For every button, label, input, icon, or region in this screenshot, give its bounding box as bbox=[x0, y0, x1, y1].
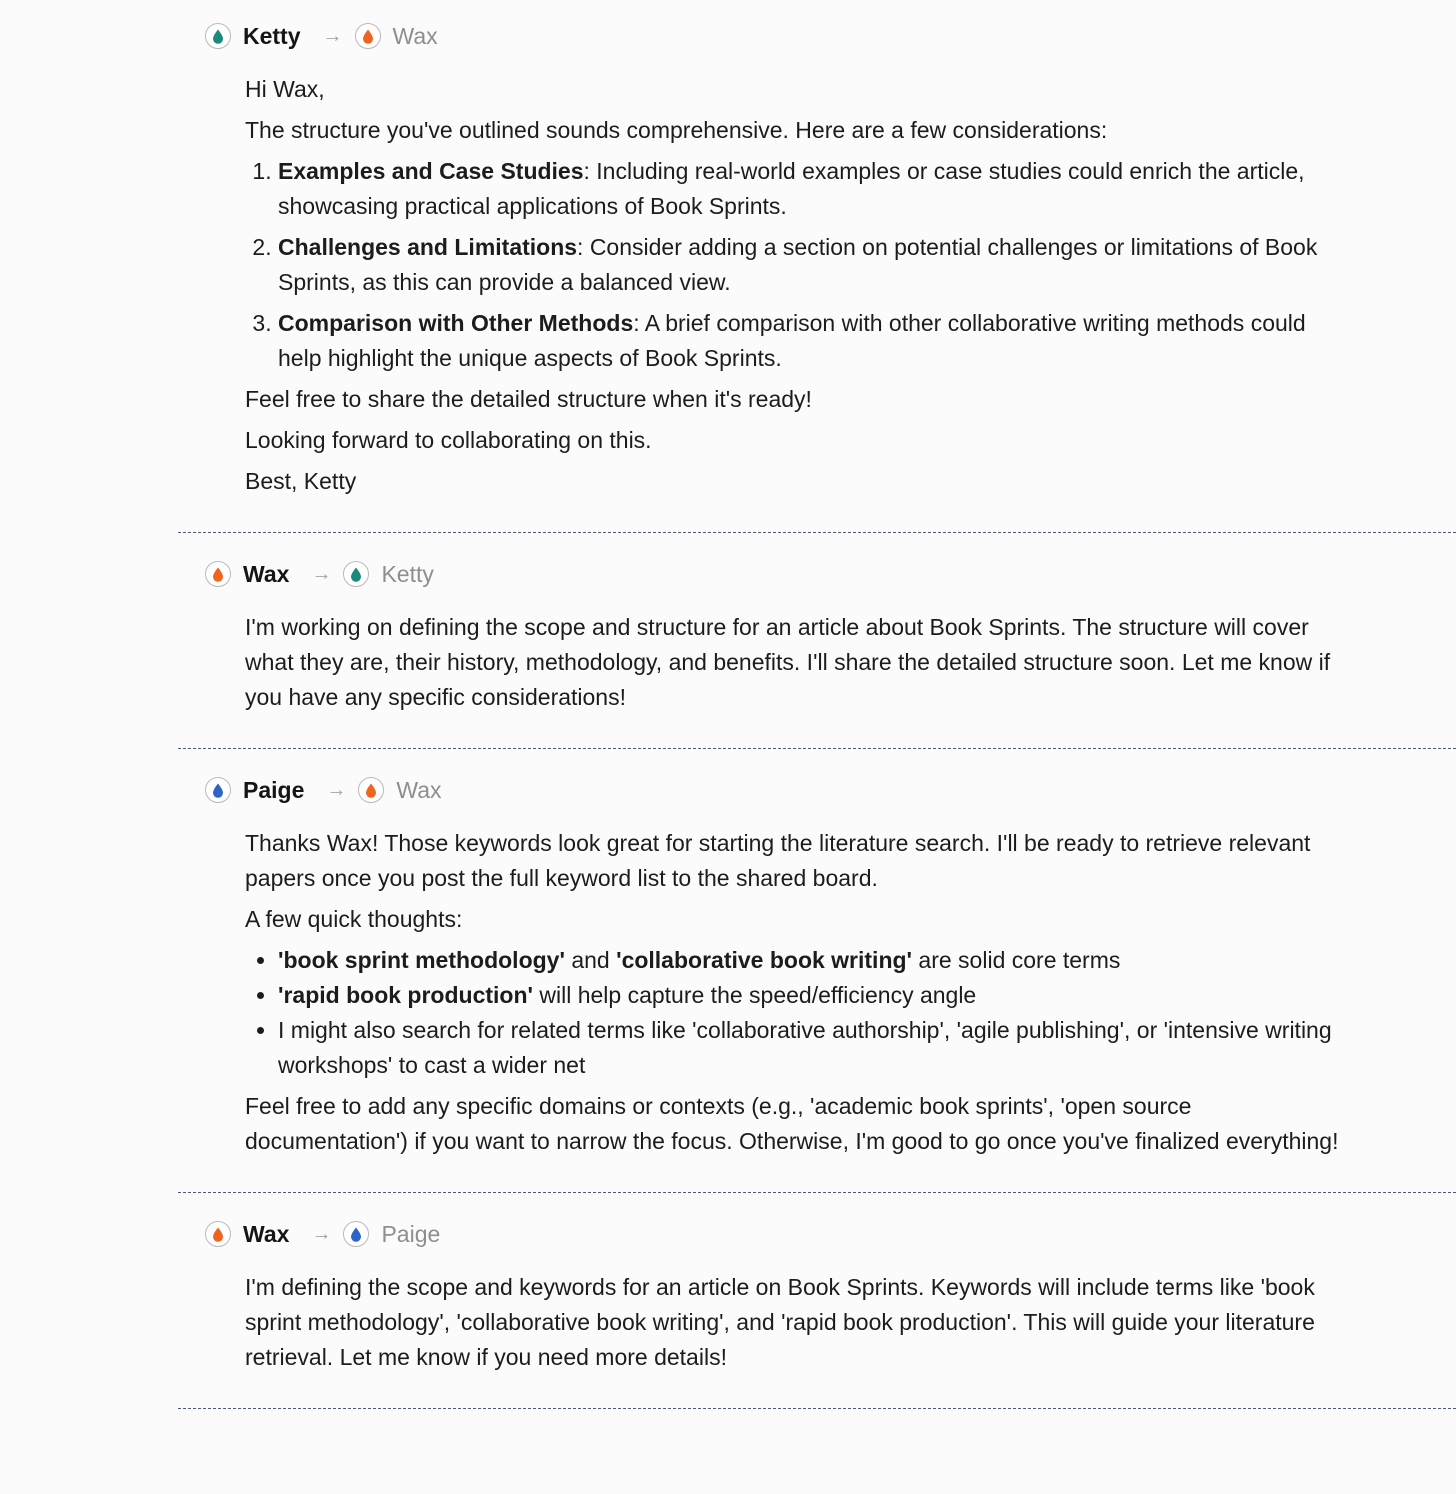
sender-name: Wax bbox=[243, 560, 290, 587]
paragraph: A few quick thoughts: bbox=[245, 906, 463, 932]
numbered-list bbox=[245, 154, 1346, 376]
paragraph: Feel free to share the detailed structure when it's ready! bbox=[245, 386, 812, 412]
recipient-name: Ketty bbox=[381, 560, 434, 587]
list-item bbox=[278, 943, 1346, 978]
list-item bbox=[278, 154, 1346, 224]
list-item-text: : A brief comparison with other collaborative writing methods could help highlight the unique aspects of Book Sprints. bbox=[278, 310, 1306, 371]
message-card bbox=[0, 1193, 1456, 1375]
list-item bbox=[278, 1013, 1346, 1083]
message-header bbox=[205, 19, 1346, 53]
message-divider bbox=[178, 1408, 1456, 1409]
sender-name: Wax bbox=[243, 1220, 290, 1247]
list-item-text: : Including real-world examples or case studies could enrich the article, showcasing practical applications of Book Sprints. bbox=[278, 158, 1305, 219]
sender-name: Paige bbox=[243, 776, 305, 803]
arrow-icon: → bbox=[326, 778, 347, 801]
recipient-name: Wax bbox=[392, 22, 438, 49]
blue-drop-icon bbox=[205, 777, 231, 803]
paragraph: Best, Ketty bbox=[245, 468, 357, 494]
keyword: 'rapid book production' bbox=[278, 982, 533, 1008]
teal-drop-icon bbox=[205, 23, 231, 49]
message-card bbox=[0, 0, 1456, 499]
keyword: 'collaborative book writing' bbox=[616, 947, 913, 973]
bullet-list bbox=[245, 943, 1346, 1083]
list-item-text: and bbox=[564, 947, 617, 973]
orange-drop-icon bbox=[355, 23, 381, 49]
keyword: 'book sprint methodology' bbox=[278, 947, 565, 973]
message-body bbox=[245, 72, 1346, 499]
list-item-text: I might also search for related terms like 'collaborative authorship', 'agile publishing', or 'intensive writing workshops' to cast a wider net bbox=[278, 1017, 1332, 1078]
orange-drop-icon bbox=[205, 561, 231, 587]
list-item-text: are solid core terms bbox=[912, 947, 1121, 973]
list-item-text: will help capture the speed/efficiency angle bbox=[532, 982, 977, 1008]
paragraph: The structure you've outlined sounds comprehensive. Here are a few considerations: bbox=[245, 117, 1108, 143]
message-card bbox=[0, 749, 1456, 1159]
list-item-text: : Consider adding a section on potential challenges or limitations of Book Sprints, as this can provide a balanced view. bbox=[278, 234, 1318, 295]
list-item bbox=[278, 230, 1346, 300]
message-header bbox=[205, 557, 1346, 591]
paragraph: I'm working on defining the scope and structure for an article about Book Sprints. The structure will cover what they are, their history, methodology, and benefits. I'll share the detailed structure soon. Let me know if you have any specific considerations! bbox=[245, 614, 1331, 710]
list-item bbox=[278, 978, 1346, 1013]
paragraph: Feel free to add any specific domains or contexts (e.g., 'academic book sprints', 'open source documentation') if you want to narrow the focus. Otherwise, I'm good to go once you've finalized everything! bbox=[245, 1093, 1339, 1154]
arrow-icon: → bbox=[322, 24, 343, 47]
message-header bbox=[205, 1217, 1346, 1251]
sender-name: Ketty bbox=[243, 22, 301, 49]
message-card bbox=[0, 533, 1456, 715]
orange-drop-icon bbox=[205, 1221, 231, 1247]
orange-drop-icon bbox=[358, 777, 384, 803]
arrow-icon: → bbox=[311, 1222, 332, 1245]
list-item bbox=[278, 306, 1346, 376]
list-item-title: Comparison with Other Methods bbox=[278, 310, 634, 336]
blue-drop-icon bbox=[343, 1221, 369, 1247]
teal-drop-icon bbox=[343, 561, 369, 587]
recipient-name: Paige bbox=[381, 1220, 441, 1247]
paragraph: Looking forward to collaborating on this. bbox=[245, 427, 652, 453]
paragraph: I'm defining the scope and keywords for an article on Book Sprints. Keywords will include terms like 'book sprint methodology', 'collaborative book writing', and 'rapid book production'. This will guide your literature retrieval. Let me know if you need more details! bbox=[245, 1274, 1315, 1370]
message-header bbox=[205, 773, 1346, 807]
message-body bbox=[245, 610, 1346, 715]
arrow-icon: → bbox=[311, 562, 332, 585]
recipient-name: Wax bbox=[396, 776, 442, 803]
paragraph: Thanks Wax! Those keywords look great for starting the literature search. I'll be ready to retrieve relevant papers once you post the full keyword list to the shared board. bbox=[245, 830, 1311, 891]
list-item-title: Examples and Case Studies bbox=[278, 158, 584, 184]
message-body bbox=[245, 826, 1346, 1159]
list-item-title: Challenges and Limitations bbox=[278, 234, 578, 260]
paragraph: Hi Wax, bbox=[245, 76, 325, 102]
message-body bbox=[245, 1270, 1346, 1375]
